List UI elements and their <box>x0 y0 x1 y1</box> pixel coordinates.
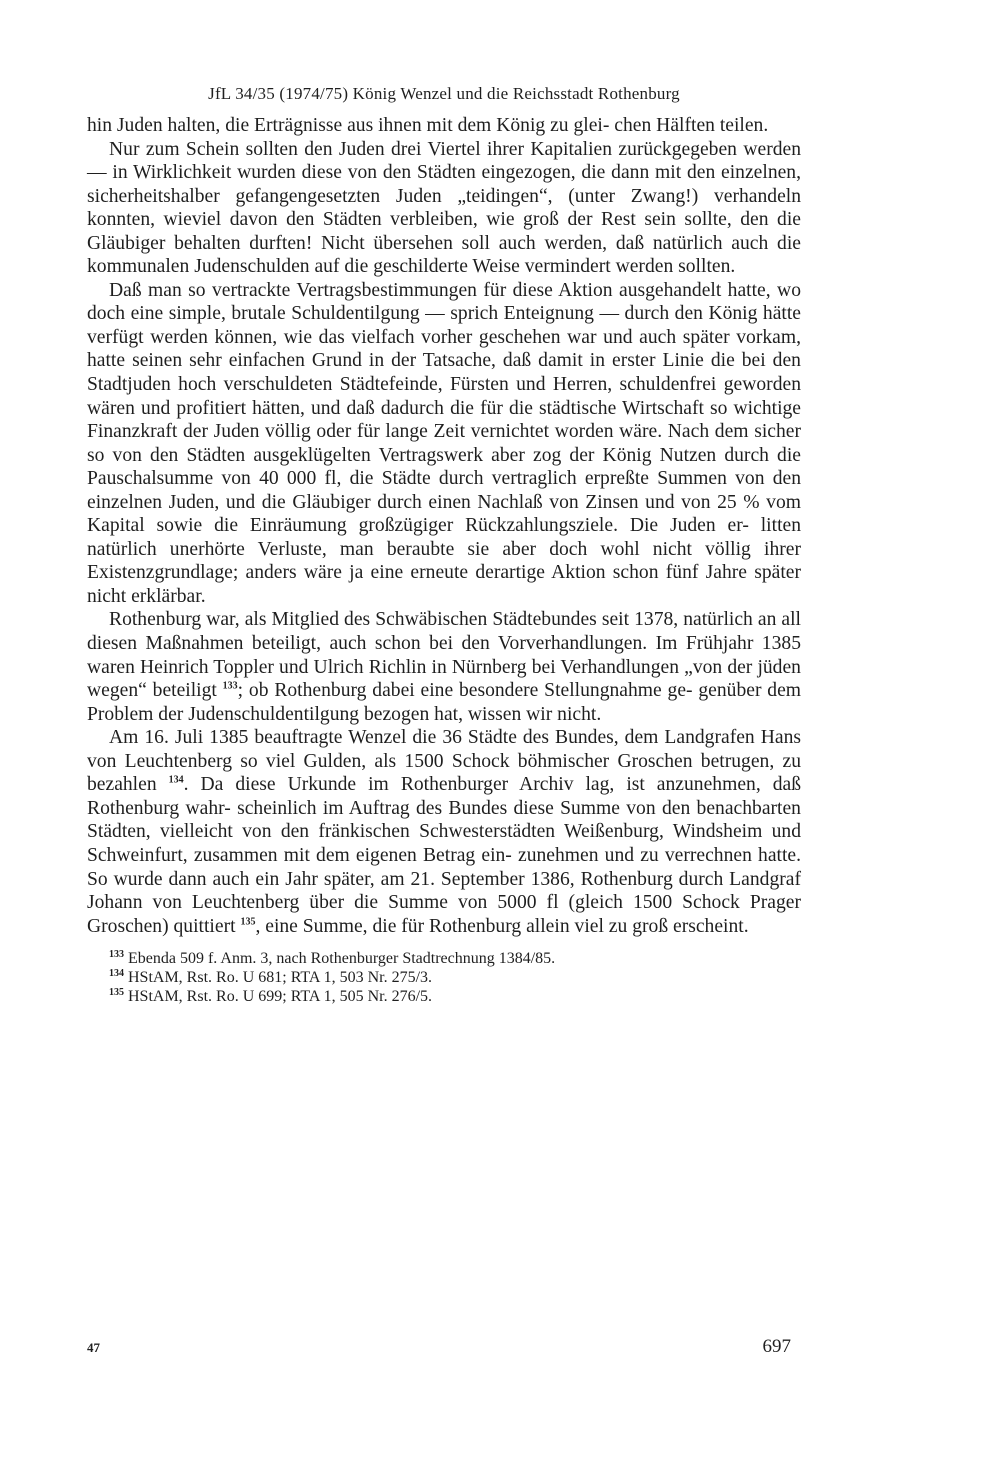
text-line: derartige Aktion schon fünf Jahre später nicht erklärbar. <box>87 562 801 607</box>
text-line: Herren, schuldenfrei geworden wären und profitiert hätten, und daß <box>87 374 801 419</box>
text-line: die bei den Stadtjuden hoch verschuldeten Städtefeinde, Fürsten und <box>87 350 801 396</box>
footnote-number: 133 <box>109 948 124 960</box>
text-line: sprich Enteignung — durch den König hätte verfügt werden können, <box>87 303 801 348</box>
running-head: JfL 34/35 (1974/75) König Wenzel und die Reichsstadt Rothenburg <box>208 84 680 103</box>
text-line: litten natürlich unerhörte Verluste, man beraubte sie aber doch wohl <box>87 515 802 560</box>
text-line: konnten, wieviel davon den Städten verbleiben, wie groß der Rest <box>87 209 636 231</box>
text-line: nicht völlig ihrer Existenzgrundlage; anders wäre ja eine erneute <box>87 538 801 584</box>
text-line: Landgrafen Hans von Leuchtenberg so viel Gulden, als 1500 Schock <box>87 727 801 772</box>
footnote <box>87 968 801 987</box>
text-line: Städten, vielleicht von den fränkischen Schwesterstädten Weißenburg, <box>87 821 664 843</box>
paragraph <box>87 114 801 138</box>
text-line: zurückgegeben werden — in Wirklichkeit wurden diese von den <box>87 138 802 184</box>
text-line: Nur zum Schein sollten den Juden drei Viertel ihrer Kapitalien <box>109 138 613 160</box>
text-line: böhmischer Groschen betrugen, zu bezahlen $^{134}$. Da diese Urkunde im <box>87 750 801 796</box>
text-line: 1378, natürlich an all diesen Maßnahmen beteiligt, auch schon bei den <box>87 609 802 655</box>
text-line: Am 16. Juli 1385 beauftragte Wenzel die 36 Städte des Bundes, dem <box>109 727 659 749</box>
page-footer <box>87 1336 801 1366</box>
text-line: von Leuchtenberg über die Summe von 5000 fl (gleich 1500 Schock <box>152 892 740 914</box>
page <box>87 84 801 1006</box>
text-line: durch vertraglich erpreßte Summen von den einzelnen Juden, und die <box>87 468 801 513</box>
footnote-reference: 134 <box>168 774 184 786</box>
footnote <box>87 949 801 968</box>
text-line: sicher so von den Städten ausgeklügelten Vertragswerk aber zog der <box>87 421 801 466</box>
text-line: Städten eingezogen, die dann mit den einzelnen, sicherheitshalber <box>87 162 802 207</box>
text-line: beteiligt $^{133}$; ob Rothenburg dabei eine besondere Stellungnahme ge- <box>152 680 693 702</box>
paragraph <box>87 726 801 938</box>
text-line: wir nicht. <box>526 703 602 725</box>
page-number: 697 <box>762 1336 791 1357</box>
footnote-reference: 133 <box>222 680 238 692</box>
text-line: Gläubiger durch einen Nachlaß von Zinsen und von 25 % vom Kapital <box>87 491 801 537</box>
text-line: ausgehandelt hatte, wo doch eine simple, brutale Schuldentilgung — <box>87 279 801 325</box>
text-line: Daß man so vertrackte Vertragsbestimmungen für diese Aktion <box>109 279 613 301</box>
footnote-number: 134 <box>109 967 124 979</box>
text-line: König Nutzen durch die Pauschalsumme von 40 000 fl, die Städte <box>87 444 801 490</box>
text-line: sowie die Einräumung großzügiger Rückzahlungsziele. Die Juden er- <box>156 515 749 537</box>
text-line: auch werden, daß natürlich auch die kommunalen Judenschulden auf <box>87 232 801 278</box>
footnotes <box>87 949 801 1006</box>
paragraph <box>87 138 801 279</box>
text-line: Windsheim und Schweinfurt, zusammen mit dem eigenen Betrag ein- <box>87 821 802 866</box>
text-line: zunehmen und zu verrechnen hatte. So wurde dann auch ein Jahr <box>87 844 802 890</box>
text-line: scheinlich im Auftrag des Bundes diese Summe von den benachbarten <box>237 797 801 819</box>
text-line: viel zu groß erscheint. <box>574 915 749 937</box>
footnote-text: HStAM, Rst. Ro. U 699; RTA 1, 505 Nr. 276/5. <box>128 988 433 1006</box>
text-line: später, am 21. September 1386, Rothenburg durch Landgraf Johann <box>87 868 801 914</box>
text-line: Vorverhandlungen. Im Frühjahr 1385 waren Heinrich Toppler und <box>87 633 801 678</box>
footnote-reference: 135 <box>240 916 256 928</box>
text-line: Ulrich Richlin in Nürnberg bei Verhandlungen „von der jüden wegen“ <box>87 656 801 702</box>
footnote-text: Ebenda 509 f. Anm. 3, nach Rothenburger Stadtrechnung 1384/85. <box>128 950 556 968</box>
text-line: die geschilderte Weise vermindert werden sollten. <box>344 256 736 278</box>
text-line: dadurch die für die städtische Wirtschaft so wichtige Finanzkraft der <box>87 397 802 443</box>
text-line: gefangengesetzten Juden „teidingen“, (unter Zwang!) verhandeln <box>235 185 802 207</box>
text-line: Rothenburg war, als Mitglied des Schwäbischen Städtebundes seit <box>109 609 630 631</box>
text-line: sein sollte, den die Gläubiger behalten durften! Nicht übersehen soll <box>87 209 801 254</box>
signature-mark: 47 <box>87 1340 100 1355</box>
text-line: chen Hälften teilen. <box>614 115 769 136</box>
text-line: genüber dem Problem der Judenschuldentilgung bezogen hat, wissen <box>87 680 802 725</box>
text-line: Prager Groschen) quittiert $^{135}$, eine Summe, die für Rothenburg allein <box>87 892 801 937</box>
text-line: Rothenburger Archiv lag, ist anzunehmen, daß Rothenburg wahr- <box>87 774 801 819</box>
footnote-text: HStAM, Rst. Ro. U 681; RTA 1, 503 Nr. 275/3. <box>128 969 433 987</box>
footnote-number: 135 <box>109 986 124 998</box>
text-line: wie das vielfach vorher geschehen war und auch später vorkam, hatte <box>87 326 801 372</box>
footnote <box>87 987 801 1006</box>
paragraph <box>87 279 801 609</box>
body-text <box>87 114 801 938</box>
text-line: Juden völlig oder für lange Zeit vernichtet worden wäre. Nach dem <box>213 421 749 443</box>
text-line: hin Juden halten, die Erträgnisse aus ihnen mit dem König zu glei- <box>87 115 610 136</box>
paragraph <box>87 608 801 726</box>
text-line: seinen sehr einfachen Grund in der Tatsache, daß damit in erster Linie <box>132 350 704 372</box>
